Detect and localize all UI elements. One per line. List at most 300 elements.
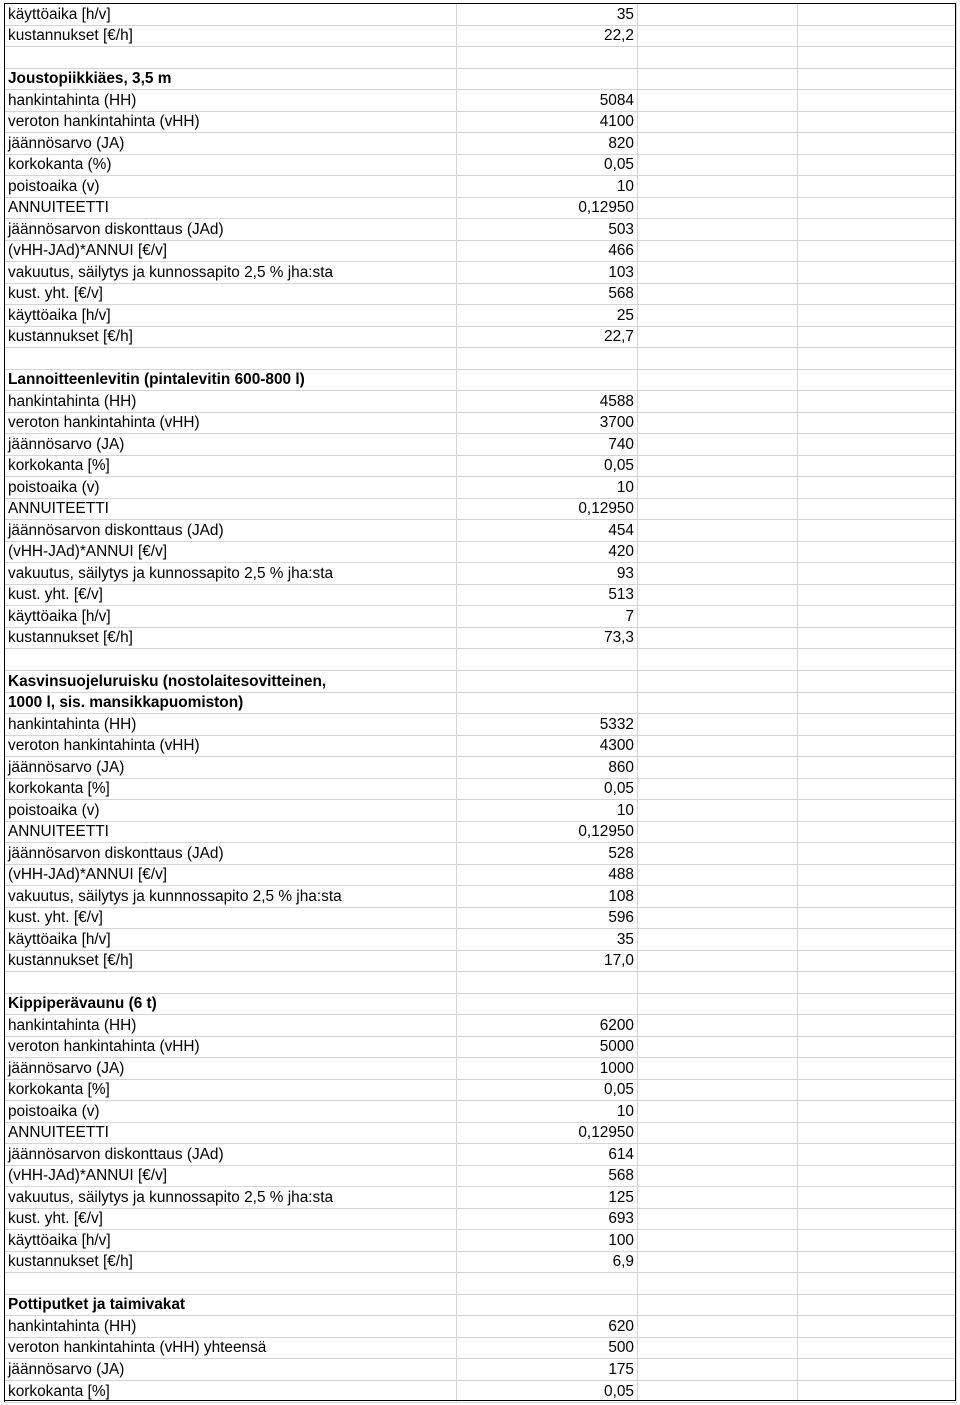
empty-cell[interactable] — [798, 972, 957, 994]
empty-cell[interactable] — [638, 455, 798, 477]
empty-cell[interactable] — [798, 391, 957, 413]
label-cell[interactable]: jäännösarvon diskonttaus (JAd) — [5, 1144, 457, 1166]
empty-cell[interactable] — [638, 714, 798, 736]
value-cell[interactable] — [457, 649, 638, 671]
empty-cell[interactable] — [798, 1230, 957, 1252]
value-cell[interactable]: 17,0 — [457, 950, 638, 972]
value-cell[interactable] — [457, 47, 638, 69]
empty-cell[interactable] — [798, 25, 957, 47]
empty-cell[interactable] — [798, 993, 957, 1015]
label-cell[interactable]: poistoaika (v) — [5, 477, 457, 499]
empty-cell[interactable] — [798, 498, 957, 520]
empty-cell[interactable] — [798, 907, 957, 929]
table-row — [5, 219, 957, 241]
value-cell[interactable] — [457, 348, 638, 370]
empty-cell[interactable] — [638, 219, 798, 241]
empty-cell[interactable] — [638, 1316, 798, 1338]
empty-cell[interactable] — [798, 757, 957, 779]
empty-cell[interactable] — [798, 219, 957, 241]
label-cell[interactable]: (vHH-JAd)*ANNUI [€/v] — [5, 864, 457, 886]
table-row — [5, 326, 957, 348]
empty-cell[interactable] — [638, 391, 798, 413]
value-cell[interactable]: 5332 — [457, 714, 638, 736]
empty-cell[interactable] — [638, 993, 798, 1015]
empty-cell[interactable] — [798, 584, 957, 606]
value-cell[interactable] — [457, 68, 638, 90]
value-cell[interactable]: 0,05 — [457, 1381, 638, 1403]
empty-cell[interactable] — [638, 1251, 798, 1273]
value-cell[interactable]: 500 — [457, 1337, 638, 1359]
table-row — [5, 1101, 957, 1123]
empty-cell[interactable] — [798, 1058, 957, 1080]
table-row — [5, 1359, 957, 1381]
label-cell[interactable]: poistoaika (v) — [5, 176, 457, 198]
empty-cell[interactable] — [638, 692, 798, 714]
empty-cell[interactable] — [638, 1230, 798, 1252]
empty-cell[interactable] — [798, 1208, 957, 1230]
empty-cell[interactable] — [638, 1294, 798, 1316]
empty-cell[interactable] — [798, 843, 957, 865]
label-cell[interactable]: veroton hankintahinta (vHH) — [5, 1036, 457, 1058]
empty-cell[interactable] — [798, 197, 957, 219]
value-cell[interactable]: 35 — [457, 4, 638, 26]
label-cell[interactable]: poistoaika (v) — [5, 800, 457, 822]
value-cell[interactable]: 175 — [457, 1359, 638, 1381]
empty-cell[interactable] — [638, 520, 798, 542]
label-cell[interactable]: hankintahinta (HH) — [5, 1015, 457, 1037]
empty-cell[interactable] — [638, 1337, 798, 1359]
empty-cell[interactable] — [638, 584, 798, 606]
section-title-cell[interactable]: 1000 l, sis. mansikkapuomiston) — [5, 692, 457, 714]
value-cell[interactable]: 740 — [457, 434, 638, 456]
empty-cell[interactable] — [638, 348, 798, 370]
value-cell[interactable]: 22,2 — [457, 25, 638, 47]
empty-cell[interactable] — [798, 262, 957, 284]
value-cell[interactable]: 10 — [457, 800, 638, 822]
table-row — [5, 735, 957, 757]
empty-cell[interactable] — [638, 1273, 798, 1295]
label-cell[interactable]: vakuutus, säilytys ja kunnossapito 2,5 % jha:sta — [5, 563, 457, 585]
label-cell[interactable]: hankintahinta (HH) — [5, 1316, 457, 1338]
empty-cell[interactable] — [638, 369, 798, 391]
value-cell[interactable]: 10 — [457, 176, 638, 198]
table-row — [5, 821, 957, 843]
empty-row — [5, 47, 957, 69]
empty-cell[interactable] — [798, 412, 957, 434]
table-row — [5, 111, 957, 133]
label-cell[interactable]: veroton hankintahinta (vHH) — [5, 735, 457, 757]
label-cell[interactable]: kust. yht. [€/v] — [5, 283, 457, 305]
label-cell[interactable]: jäännösarvo (JA) — [5, 1359, 457, 1381]
table-row — [5, 262, 957, 284]
value-cell[interactable]: 6200 — [457, 1015, 638, 1037]
label-cell[interactable]: kustannukset [€/h] — [5, 1251, 457, 1273]
empty-cell[interactable] — [798, 886, 957, 908]
table-row — [5, 929, 957, 951]
empty-cell[interactable] — [638, 541, 798, 563]
empty-cell[interactable] — [798, 1122, 957, 1144]
label-cell[interactable]: korkokanta [%] — [5, 778, 457, 800]
empty-cell[interactable] — [638, 326, 798, 348]
label-cell[interactable]: veroton hankintahinta (vHH) — [5, 111, 457, 133]
empty-cell[interactable] — [638, 670, 798, 692]
empty-cell[interactable] — [798, 821, 957, 843]
empty-cell[interactable] — [638, 1187, 798, 1209]
empty-cell[interactable] — [638, 283, 798, 305]
value-cell[interactable]: 5000 — [457, 1036, 638, 1058]
value-cell[interactable] — [457, 1294, 638, 1316]
label-cell[interactable]: jäännösarvo (JA) — [5, 1058, 457, 1080]
empty-cell[interactable] — [638, 1058, 798, 1080]
empty-cell[interactable] — [798, 864, 957, 886]
empty-cell[interactable] — [798, 1337, 957, 1359]
table-row — [5, 907, 957, 929]
empty-cell[interactable] — [798, 1187, 957, 1209]
value-cell[interactable]: 454 — [457, 520, 638, 542]
empty-cell[interactable] — [638, 1208, 798, 1230]
label-cell[interactable]: hankintahinta (HH) — [5, 391, 457, 413]
label-cell[interactable]: kustannukset [€/h] — [5, 950, 457, 972]
empty-cell[interactable] — [798, 111, 957, 133]
value-cell[interactable]: 620 — [457, 1316, 638, 1338]
label-cell[interactable]: hankintahinta (HH) — [5, 714, 457, 736]
table-row — [5, 498, 957, 520]
label-cell[interactable]: jäännösarvon diskonttaus (JAd) — [5, 843, 457, 865]
value-cell[interactable]: 6,9 — [457, 1251, 638, 1273]
label-cell[interactable]: jäännösarvon diskonttaus (JAd) — [5, 520, 457, 542]
empty-cell[interactable] — [798, 735, 957, 757]
empty-cell[interactable] — [798, 1079, 957, 1101]
empty-cell[interactable] — [638, 843, 798, 865]
empty-cell[interactable] — [638, 757, 798, 779]
value-cell[interactable]: 614 — [457, 1144, 638, 1166]
value-cell[interactable] — [457, 369, 638, 391]
empty-cell[interactable] — [798, 434, 957, 456]
empty-cell[interactable] — [638, 1101, 798, 1123]
table-row — [5, 1079, 957, 1101]
label-cell[interactable]: kust. yht. [€/v] — [5, 1208, 457, 1230]
label-cell[interactable]: vakuutus, säilytys ja kunnnossapito 2,5 % jha:sta — [5, 886, 457, 908]
empty-cell[interactable] — [798, 520, 957, 542]
empty-cell[interactable] — [798, 563, 957, 585]
value-cell[interactable]: 0,05 — [457, 455, 638, 477]
value-cell[interactable]: 0,12950 — [457, 498, 638, 520]
label-cell[interactable]: käyttöaika [h/v] — [5, 929, 457, 951]
label-cell[interactable]: jäännösarvo (JA) — [5, 757, 457, 779]
empty-cell[interactable] — [798, 477, 957, 499]
empty-cell[interactable] — [638, 606, 798, 628]
section-header-row — [5, 369, 957, 391]
value-cell[interactable]: 103 — [457, 262, 638, 284]
value-cell[interactable]: 4300 — [457, 735, 638, 757]
empty-cell[interactable] — [798, 47, 957, 69]
label-cell[interactable]: veroton hankintahinta (vHH) yhteensä — [5, 1337, 457, 1359]
table-row — [5, 133, 957, 155]
empty-cell[interactable] — [798, 714, 957, 736]
table-row — [5, 154, 957, 176]
label-cell[interactable]: (vHH-JAd)*ANNUI [€/v] — [5, 541, 457, 563]
empty-cell[interactable] — [638, 1359, 798, 1381]
value-cell[interactable]: 568 — [457, 1165, 638, 1187]
value-cell[interactable]: 22,7 — [457, 326, 638, 348]
label-cell[interactable]: kustannukset [€/h] — [5, 25, 457, 47]
label-cell[interactable]: vakuutus, säilytys ja kunnossapito 2,5 % jha:sta — [5, 1187, 457, 1209]
empty-cell[interactable] — [638, 4, 798, 26]
empty-cell[interactable] — [798, 369, 957, 391]
empty-cell[interactable] — [798, 1316, 957, 1338]
value-cell[interactable]: 5084 — [457, 90, 638, 112]
empty-cell[interactable] — [798, 800, 957, 822]
label-cell[interactable] — [5, 47, 457, 69]
empty-cell[interactable] — [638, 262, 798, 284]
empty-cell[interactable] — [798, 283, 957, 305]
table-row — [5, 950, 957, 972]
empty-cell[interactable] — [638, 972, 798, 994]
section-title-cell[interactable]: Kasvinsuojeluruisku (nostolaitesovitteinen, — [5, 670, 457, 692]
section-header-row — [5, 68, 957, 90]
value-cell[interactable]: 596 — [457, 907, 638, 929]
empty-cell[interactable] — [638, 305, 798, 327]
value-cell[interactable]: 0,12950 — [457, 197, 638, 219]
empty-cell[interactable] — [798, 1165, 957, 1187]
empty-cell[interactable] — [798, 348, 957, 370]
empty-cell[interactable] — [798, 649, 957, 671]
value-cell[interactable]: 0,12950 — [457, 821, 638, 843]
label-cell[interactable]: käyttöaika [h/v] — [5, 305, 457, 327]
empty-cell[interactable] — [798, 1144, 957, 1166]
label-cell[interactable]: ANNUITEETTI — [5, 821, 457, 843]
empty-cell[interactable] — [638, 800, 798, 822]
empty-cell[interactable] — [798, 606, 957, 628]
empty-cell[interactable] — [638, 1144, 798, 1166]
empty-cell[interactable] — [638, 68, 798, 90]
value-cell[interactable]: 3700 — [457, 412, 638, 434]
label-cell[interactable]: korkokanta [%] — [5, 1381, 457, 1403]
section-title-cell[interactable]: Joustopiikkiäes, 3,5 m — [5, 68, 457, 90]
empty-cell[interactable] — [638, 627, 798, 649]
label-cell[interactable]: kustannukset [€/h] — [5, 627, 457, 649]
empty-cell[interactable] — [798, 154, 957, 176]
empty-cell[interactable] — [798, 1036, 957, 1058]
value-cell[interactable] — [457, 993, 638, 1015]
value-cell[interactable]: 100 — [457, 1230, 638, 1252]
empty-cell[interactable] — [798, 1294, 957, 1316]
empty-cell[interactable] — [638, 1079, 798, 1101]
empty-cell[interactable] — [798, 68, 957, 90]
value-cell[interactable]: 10 — [457, 477, 638, 499]
value-cell[interactable]: 125 — [457, 1187, 638, 1209]
empty-cell[interactable] — [798, 90, 957, 112]
table-row — [5, 778, 957, 800]
value-cell[interactable]: 93 — [457, 563, 638, 585]
empty-cell[interactable] — [638, 1165, 798, 1187]
label-cell[interactable]: kust. yht. [€/v] — [5, 584, 457, 606]
empty-cell[interactable] — [798, 541, 957, 563]
table-row — [5, 1165, 957, 1187]
value-cell[interactable]: 503 — [457, 219, 638, 241]
empty-cell[interactable] — [798, 1251, 957, 1273]
table-row — [5, 25, 957, 47]
empty-cell[interactable] — [638, 1381, 798, 1403]
value-cell[interactable]: 1000 — [457, 1058, 638, 1080]
table-row — [5, 455, 957, 477]
empty-cell[interactable] — [798, 627, 957, 649]
table-row — [5, 563, 957, 585]
empty-cell[interactable] — [638, 111, 798, 133]
empty-cell[interactable] — [798, 176, 957, 198]
empty-cell[interactable] — [798, 670, 957, 692]
value-cell[interactable]: 10 — [457, 1101, 638, 1123]
empty-cell[interactable] — [798, 929, 957, 951]
empty-cell[interactable] — [798, 305, 957, 327]
empty-cell[interactable] — [638, 1036, 798, 1058]
section-title-cell[interactable]: Lannoitteenlevitin (pintalevitin 600-800 l) — [5, 369, 457, 391]
value-cell[interactable] — [457, 972, 638, 994]
label-cell[interactable]: korkokanta [%] — [5, 1079, 457, 1101]
empty-row — [5, 972, 957, 994]
empty-cell[interactable] — [638, 197, 798, 219]
table-row — [5, 520, 957, 542]
table-row — [5, 714, 957, 736]
value-cell[interactable]: 820 — [457, 133, 638, 155]
value-cell[interactable]: 0,05 — [457, 154, 638, 176]
value-cell[interactable]: 513 — [457, 584, 638, 606]
value-cell[interactable]: 0,05 — [457, 1079, 638, 1101]
empty-cell[interactable] — [638, 434, 798, 456]
value-cell[interactable]: 488 — [457, 864, 638, 886]
table-row — [5, 627, 957, 649]
value-cell[interactable]: 35 — [457, 929, 638, 951]
value-cell[interactable]: 7 — [457, 606, 638, 628]
value-cell[interactable]: 693 — [457, 1208, 638, 1230]
table-row — [5, 757, 957, 779]
empty-cell[interactable] — [638, 133, 798, 155]
label-cell[interactable]: korkokanta [%] — [5, 455, 457, 477]
empty-cell[interactable] — [638, 176, 798, 198]
empty-cell[interactable] — [638, 477, 798, 499]
empty-cell[interactable] — [638, 563, 798, 585]
table-row — [5, 541, 957, 563]
empty-cell[interactable] — [638, 886, 798, 908]
spreadsheet-table — [4, 3, 957, 1403]
label-cell[interactable]: käyttöaika [h/v] — [5, 606, 457, 628]
table-row — [5, 1187, 957, 1209]
empty-cell[interactable] — [798, 778, 957, 800]
label-cell[interactable]: (vHH-JAd)*ANNUI [€/v] — [5, 240, 457, 262]
empty-cell[interactable] — [798, 1015, 957, 1037]
value-cell[interactable] — [457, 670, 638, 692]
label-cell[interactable]: (vHH-JAd)*ANNUI [€/v] — [5, 1165, 457, 1187]
table-row — [5, 240, 957, 262]
label-cell[interactable]: hankintahinta (HH) — [5, 90, 457, 112]
value-cell[interactable] — [457, 692, 638, 714]
label-cell[interactable] — [5, 649, 457, 671]
empty-cell[interactable] — [638, 864, 798, 886]
value-cell[interactable]: 420 — [457, 541, 638, 563]
table-row — [5, 1015, 957, 1037]
label-cell[interactable] — [5, 1273, 457, 1295]
label-cell[interactable]: käyttöaika [h/v] — [5, 1230, 457, 1252]
table-row — [5, 1337, 957, 1359]
value-cell[interactable]: 0,05 — [457, 778, 638, 800]
label-cell[interactable]: veroton hankintahinta (vHH) — [5, 412, 457, 434]
value-cell[interactable]: 466 — [457, 240, 638, 262]
empty-cell[interactable] — [638, 47, 798, 69]
empty-cell[interactable] — [638, 950, 798, 972]
value-cell[interactable]: 568 — [457, 283, 638, 305]
empty-cell[interactable] — [798, 1359, 957, 1381]
label-cell[interactable]: vakuutus, säilytys ja kunnossapito 2,5 % jha:sta — [5, 262, 457, 284]
label-cell[interactable]: ANNUITEETTI — [5, 498, 457, 520]
empty-cell[interactable] — [798, 1101, 957, 1123]
empty-cell[interactable] — [638, 778, 798, 800]
empty-row — [5, 348, 957, 370]
table-row — [5, 477, 957, 499]
value-cell[interactable]: 73,3 — [457, 627, 638, 649]
value-cell[interactable]: 528 — [457, 843, 638, 865]
value-cell[interactable]: 860 — [457, 757, 638, 779]
table-row — [5, 1230, 957, 1252]
value-cell[interactable]: 108 — [457, 886, 638, 908]
empty-cell[interactable] — [798, 1273, 957, 1295]
section-title-cell[interactable]: Pottiputket ja taimivakat — [5, 1294, 457, 1316]
empty-cell[interactable] — [798, 455, 957, 477]
empty-cell[interactable] — [798, 326, 957, 348]
label-cell[interactable]: jäännösarvon diskonttaus (JAd) — [5, 219, 457, 241]
empty-cell[interactable] — [638, 154, 798, 176]
empty-cell[interactable] — [638, 90, 798, 112]
value-cell[interactable]: 25 — [457, 305, 638, 327]
table-row — [5, 197, 957, 219]
table-row — [5, 90, 957, 112]
label-cell[interactable]: korkokanta (%) — [5, 154, 457, 176]
value-cell[interactable]: 4588 — [457, 391, 638, 413]
empty-cell[interactable] — [798, 4, 957, 26]
label-cell[interactable]: jäännösarvo (JA) — [5, 133, 457, 155]
empty-cell[interactable] — [638, 929, 798, 951]
empty-cell[interactable] — [638, 1015, 798, 1037]
empty-cell[interactable] — [798, 240, 957, 262]
label-cell[interactable]: käyttöaika [h/v] — [5, 4, 457, 26]
empty-cell[interactable] — [638, 735, 798, 757]
empty-cell[interactable] — [798, 133, 957, 155]
label-cell[interactable]: kustannukset [€/h] — [5, 326, 457, 348]
section-title-cell[interactable]: Kippiperävaunu (6 t) — [5, 993, 457, 1015]
label-cell[interactable]: ANNUITEETTI — [5, 197, 457, 219]
empty-cell[interactable] — [638, 1122, 798, 1144]
value-cell[interactable] — [457, 1273, 638, 1295]
empty-cell[interactable] — [638, 25, 798, 47]
empty-cell[interactable] — [638, 240, 798, 262]
table-row — [5, 4, 957, 26]
value-cell[interactable]: 4100 — [457, 111, 638, 133]
empty-cell[interactable] — [798, 1381, 957, 1403]
value-cell[interactable]: 0,12950 — [457, 1122, 638, 1144]
empty-cell[interactable] — [798, 692, 957, 714]
label-cell[interactable] — [5, 348, 457, 370]
empty-cell[interactable] — [638, 498, 798, 520]
empty-cell[interactable] — [638, 821, 798, 843]
label-cell[interactable]: ANNUITEETTI — [5, 1122, 457, 1144]
empty-cell[interactable] — [798, 950, 957, 972]
empty-cell[interactable] — [638, 412, 798, 434]
label-cell[interactable]: kust. yht. [€/v] — [5, 907, 457, 929]
empty-cell[interactable] — [638, 649, 798, 671]
label-cell[interactable]: poistoaika (v) — [5, 1101, 457, 1123]
empty-cell[interactable] — [638, 907, 798, 929]
label-cell[interactable] — [5, 972, 457, 994]
label-cell[interactable]: jäännösarvo (JA) — [5, 434, 457, 456]
